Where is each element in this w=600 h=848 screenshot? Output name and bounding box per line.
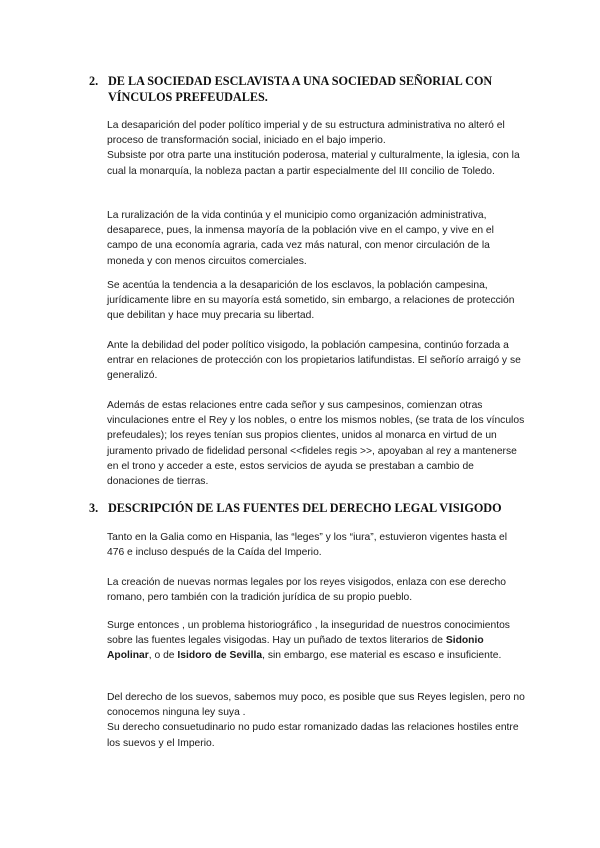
section-2-title: DE LA SOCIEDAD ESCLAVISTA A UNA SOCIEDAD SEÑORIAL CON VÍNCULOS PREFEUDALES.	[108, 74, 493, 104]
section-3-paragraph-4	[107, 690, 527, 751]
para-3-end: , sin embargo, ese material es escaso e insuficiente.	[262, 650, 502, 662]
section-3-para-1: Tanto en la Galia como en Hispania, las “leges” y los “iura”, estuvieron vigentes hasta el 476 e incluso después de la Caída del Imperio.	[107, 532, 508, 559]
section-2-paragraph-2	[107, 208, 527, 269]
section-2-paragraph-4	[107, 338, 527, 384]
section-2-para-3: Se acentúa la tendencia a la desaparición de los esclavos, la población campesina, jurídicamente libre en su mayoría está sometido, sin embargo, a relaciones de protección que debilitan y hace muy precaria su libertad.	[107, 280, 515, 322]
para-3-start: Surge entonces , un problema historiográfico , la inseguridad de nuestros conocimientos sobre las fuentes legales visigodas. Hay un puñado de textos literarios de	[107, 620, 510, 647]
section-3-para-4: Del derecho de los suevos, sabemos muy poco, es posible que sus Reyes legislen, pero no conocemos ninguna ley suya .	[107, 692, 525, 719]
section-3-heading	[89, 500, 529, 518]
section-3-para-3	[107, 618, 527, 664]
section-3-number: 3.	[89, 501, 99, 515]
section-2-paragraph-5	[107, 398, 527, 489]
section-3-paragraph-3	[107, 618, 527, 664]
section-2-para-1b: Subsiste por otra parte una institución poderosa, material y culturalmente, la iglesia, con la cual la monarquía, la nobleza pactan a partir especialmente del III concilio de Toledo.	[107, 150, 520, 177]
section-2-para-1a: La desaparición del poder político imperial y de su estructura administrativa no alteró el proceso de transformación social, iniciado en el bajo imperio.	[107, 120, 505, 147]
section-2-paragraph-1	[107, 118, 527, 179]
para-3-mid: , o de	[148, 650, 178, 662]
section-3-paragraph-1	[107, 530, 527, 560]
section-2-para-5: Además de estas relaciones entre cada señor y sus campesinos, comienzan otras vinculaciones entre el Rey y los nobles, o entre los mismos nobles, (se trata de los vínculos prefeudales); los reyes tenían sus propios clientes, unidos al monarca en virtud de un juramento privado de fidelidad personal <<fideles regis >>, apoyaban al rey a mantenerse en el trono y acceder a este, estos servicios de ayuda se prestaban a cambio de donaciones de tierras.	[107, 400, 525, 488]
section-2-number: 2.	[89, 74, 99, 88]
section-2-para-4: Ante la debilidad del poder político visigodo, la población campesina, continúo forzada a entrar en relaciones de protección con los propietarios latifundistas. El señorío arraigó y se generalizó.	[107, 340, 521, 382]
author-sidonio-apolinar: Sidonio Apolinar	[107, 635, 484, 662]
section-2-para-2: La ruralización de la vida continúa y el municipio como organización administrativa, desaparece, pues, la inmensa mayoría de la población vive en el campo, y vive en el campo de una economía agraria, cada vez más natural, con menor circulación de la moneda y con menos circuitos comerciales.	[107, 210, 494, 267]
section-2-paragraph-3	[107, 278, 527, 324]
section-2-heading	[89, 73, 529, 107]
section-3-para-2: La creación de nuevas normas legales por los reyes visigodos, enlaza con ese derecho romano, pero también con la tradición jurídica de su propio pueblo.	[107, 577, 506, 604]
section-3-paragraph-2	[107, 575, 527, 605]
author-isidoro-de-sevilla: Isidoro de Sevilla	[177, 650, 263, 662]
section-3-title: DESCRIPCIÓN DE LAS FUENTES DEL DERECHO LEGAL VISIGODO	[108, 501, 502, 515]
section-3-para-5: Su derecho consuetudinario no pudo estar romanizado dadas las relaciones hostiles entre los suevos y el Imperio.	[107, 722, 519, 749]
